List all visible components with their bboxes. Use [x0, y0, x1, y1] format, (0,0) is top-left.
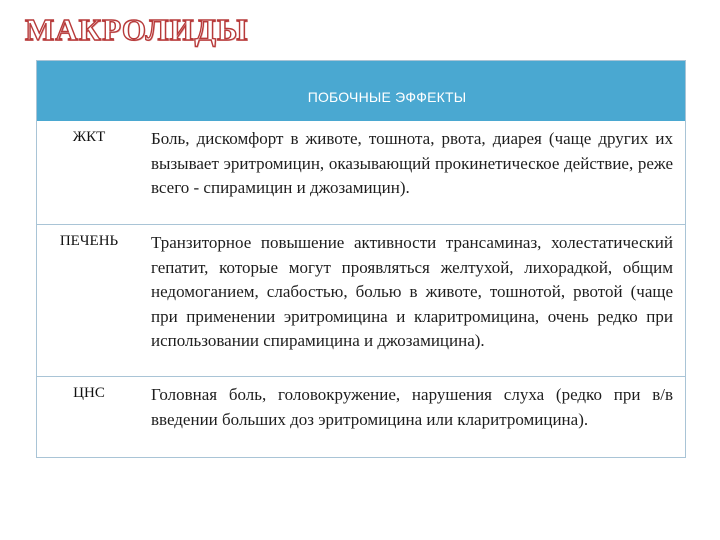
table-header — [37, 61, 685, 121]
row-label-gi: ЖКТ — [72, 129, 106, 145]
row-label-liver: ПЕЧЕНЬ — [59, 233, 119, 249]
row-text-gi: Боль, дискомфорт в животе, тошнота, рвота, диарея (чаще других их вызывает эритромицин, оказывающий прокинетическое действие, реже всего - спирамицин и джозамицин). — [151, 129, 673, 197]
table-header-title: ПОБОЧНЫЕ ЭФФЕКТЫ — [307, 89, 467, 105]
row-label-cns: ЦНС — [73, 385, 105, 401]
row-text-liver: Транзиторное повышение активности трансаминаз, холестатический гепатит, которые могут проявляться желтухой, лихорадкой, общим недомоганием, слабостью, болью в животе, тошнотой, рвотой (чаще при применении эритромицина и кларитромицина, очень редко при использовании спирамицина и джозамицина). — [151, 233, 673, 350]
side-effects-table — [36, 60, 686, 458]
row-text-cns: Головная боль, головокружение, нарушения слуха (редко при в/в введении больших доз эритромицина или кларитромицина). — [151, 385, 673, 429]
slide-title: МАКРОЛИДЫ — [25, 12, 249, 47]
table-row — [37, 225, 685, 377]
table-row — [37, 377, 685, 459]
